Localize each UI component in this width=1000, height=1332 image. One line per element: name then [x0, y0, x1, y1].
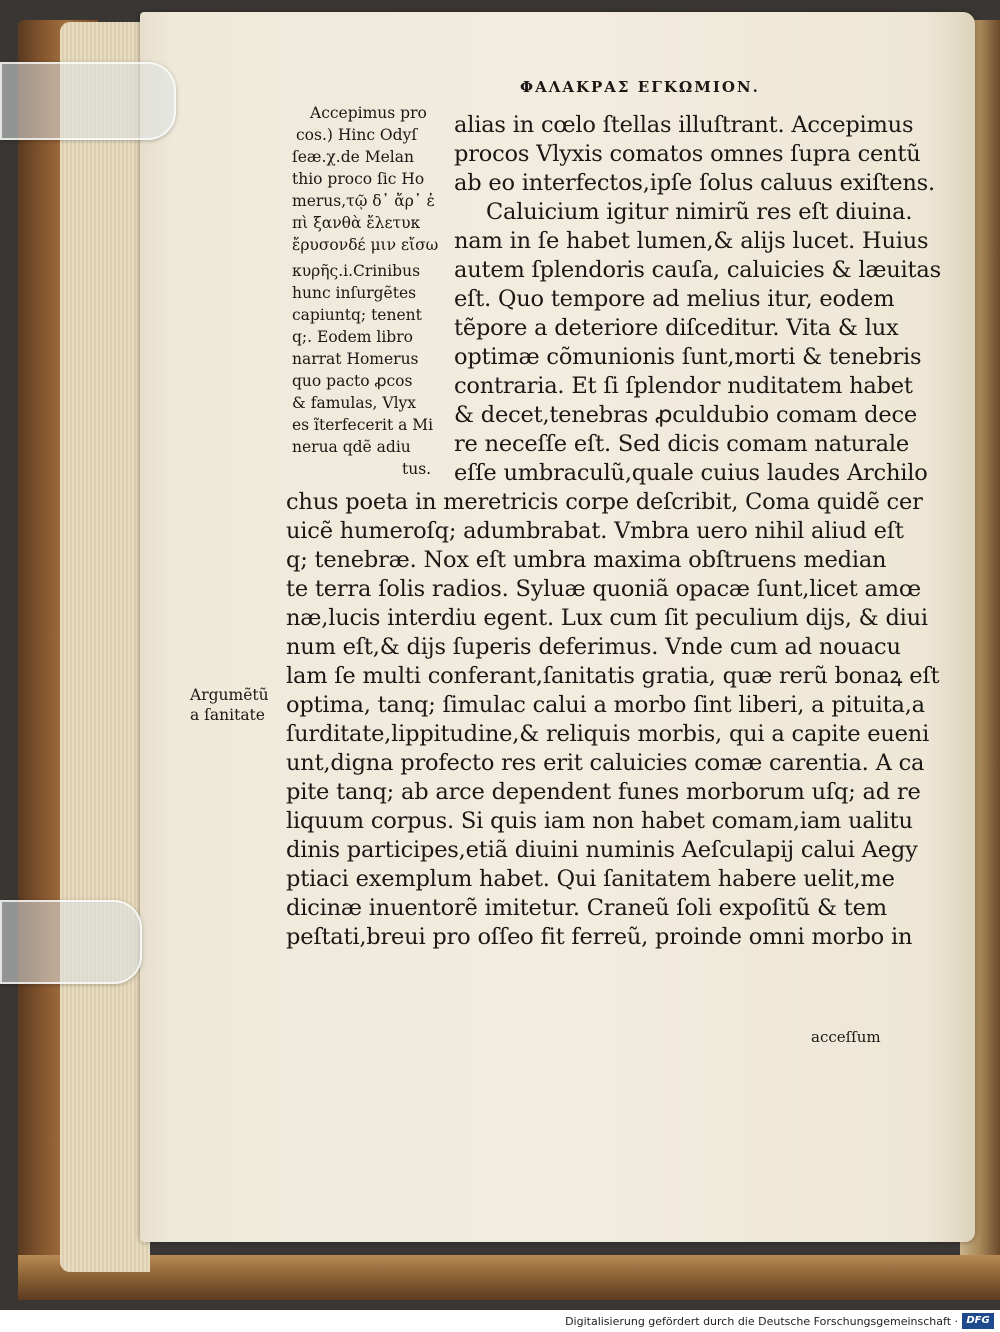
footer-bar — [0, 1310, 1000, 1332]
dfg-logo: DFG — [962, 1313, 994, 1329]
body-line: nam in ſe habet lumen,& alijs lucet. Huius — [454, 228, 929, 254]
side-note-line: & famulas, Vlyx — [292, 394, 417, 412]
body-line: peſtati,breui pro oſſeo fit ferreũ, proinde omni morbo in — [286, 924, 913, 950]
body-line: & decet,tenebras ꝓculdubio comam dece — [454, 402, 917, 428]
body-line: eſſe umbraculũ,quale cuius laudes Archilo — [454, 460, 928, 486]
footer-credit: Digitalisierung gefördert durch die Deutsche Forschungsgemeinschaft · — [565, 1315, 958, 1328]
body-line: dinis participes,etiã diuini numinis Aeſculapij calui Aegy — [286, 837, 918, 863]
side-note-line: capiuntq; tenent — [292, 306, 422, 324]
side-note-line: es ĩterfecerit a Mi — [292, 416, 434, 434]
book-binding-bottom — [18, 1255, 1000, 1300]
body-line: eſt. Quo tempore ad melius itur, eodem — [454, 286, 895, 312]
body-line: Caluicium igitur nimirũ res eſt diuina. — [486, 199, 913, 225]
body-line: ſurditate,lippitudine,& reliquis morbis, qui a capite eueni — [286, 721, 930, 747]
body-line: ab eo interfectos,ipſe ſolus caluus exiſtens. — [454, 170, 935, 196]
side-note-line: hunc inſurgẽtes — [292, 284, 417, 302]
body-line: dicinæ inuentorẽ imitetur. Craneũ ſoli expoſitũ & tem — [286, 895, 887, 921]
side-note-line: thio proco ſic Ho — [292, 170, 425, 188]
body-line: lam ſe multi conferant,ſanitatis gratia, quæ rerũ bonaꝝ eſt — [286, 663, 940, 689]
side-note-line: merus,τῷ δ᾽ ἄρ᾽ ἐ — [292, 192, 435, 210]
page-stack-edges — [60, 22, 150, 1272]
side-note-line: Accepimus pro — [310, 104, 427, 122]
side-note-line: κυρῆς.i.Crinibus — [292, 262, 421, 280]
body-line: tẽpore a deteriore diſceditur. Vita & lux — [454, 315, 899, 341]
body-line: procos Vlyxis comatos omnes ſupra centũ — [454, 141, 921, 167]
catchword: acceſſum — [811, 1028, 881, 1046]
body-line: optimæ cõmunionis ſunt,morti & tenebris — [454, 344, 922, 370]
body-line: pite tanq; ab arce dependent funes morborum uſq; ad re — [286, 779, 921, 805]
body-line: alias in cœlo ſtellas illuſtrant. Accepimus — [454, 112, 914, 138]
body-line: uicẽ humeroſq; adumbrabat. Vmbra uero nihil aliud eſt — [286, 518, 904, 544]
side-note-line: cos.) Hinc Odyſ — [296, 126, 418, 144]
side-note-line: tus. — [402, 460, 432, 478]
side-note-line: quo pacto ꝓcos — [292, 372, 413, 390]
page-clip-bottom — [0, 900, 142, 984]
side-note-line: ſeæ.χ.de Melan — [292, 148, 414, 166]
body-line: optima, tanq; ſimulac calui a morbo ſint liberi, a pituita,a — [286, 692, 925, 718]
body-line: chus poeta in meretricis corpe deſcribit, Coma quidẽ cer — [286, 489, 923, 515]
body-line: num eſt,& dijs ſuperis deferimus. Vnde cum ad nouacu — [286, 634, 901, 660]
body-line: ptiaci exemplum habet. Qui ſanitatem habere uelit,me — [286, 866, 895, 892]
side-note-line: nerua qdẽ adiu — [292, 438, 411, 456]
side-note-line: q;. Eodem libro — [292, 328, 413, 346]
running-head: ΦΑΛΑΚΡΑΣ ΕΓΚΩΜΙΟΝ. — [520, 78, 760, 96]
body-line: autem ſplendoris cauſa, caluicies & læuitas — [454, 257, 941, 283]
body-line: contraria. Et ſi ſplendor nuditatem habet — [454, 373, 913, 399]
body-line: liquum corpus. Si quis iam non habet comam,iam ualitu — [286, 808, 913, 834]
body-line: te terra ſolis radios. Syluæ quoniã opacæ ſunt,licet amœ — [286, 576, 921, 602]
margin-note-line: a ſanitate — [190, 706, 265, 724]
margin-note-line: Argumẽtũ — [190, 686, 269, 704]
side-note-line: πὶ ξανθὰ ἔλετυκ — [292, 214, 421, 232]
body-line: unt,digna profecto res erit caluicies comæ carentia. A ca — [286, 750, 925, 776]
body-line: re neceſſe eſt. Sed dicis comam naturale — [454, 431, 909, 457]
side-note-line: narrat Homerus — [292, 350, 419, 368]
body-line: q; tenebræ. Nox eſt umbra maxima obſtruens median — [286, 547, 887, 573]
body-line: næ,lucis interdiu egent. Lux cum ſit peculium dijs, & diui — [286, 605, 928, 631]
side-note-line: ἔρυσονδέ μιν εἴσω — [292, 236, 439, 254]
page-clip-top — [0, 62, 176, 140]
